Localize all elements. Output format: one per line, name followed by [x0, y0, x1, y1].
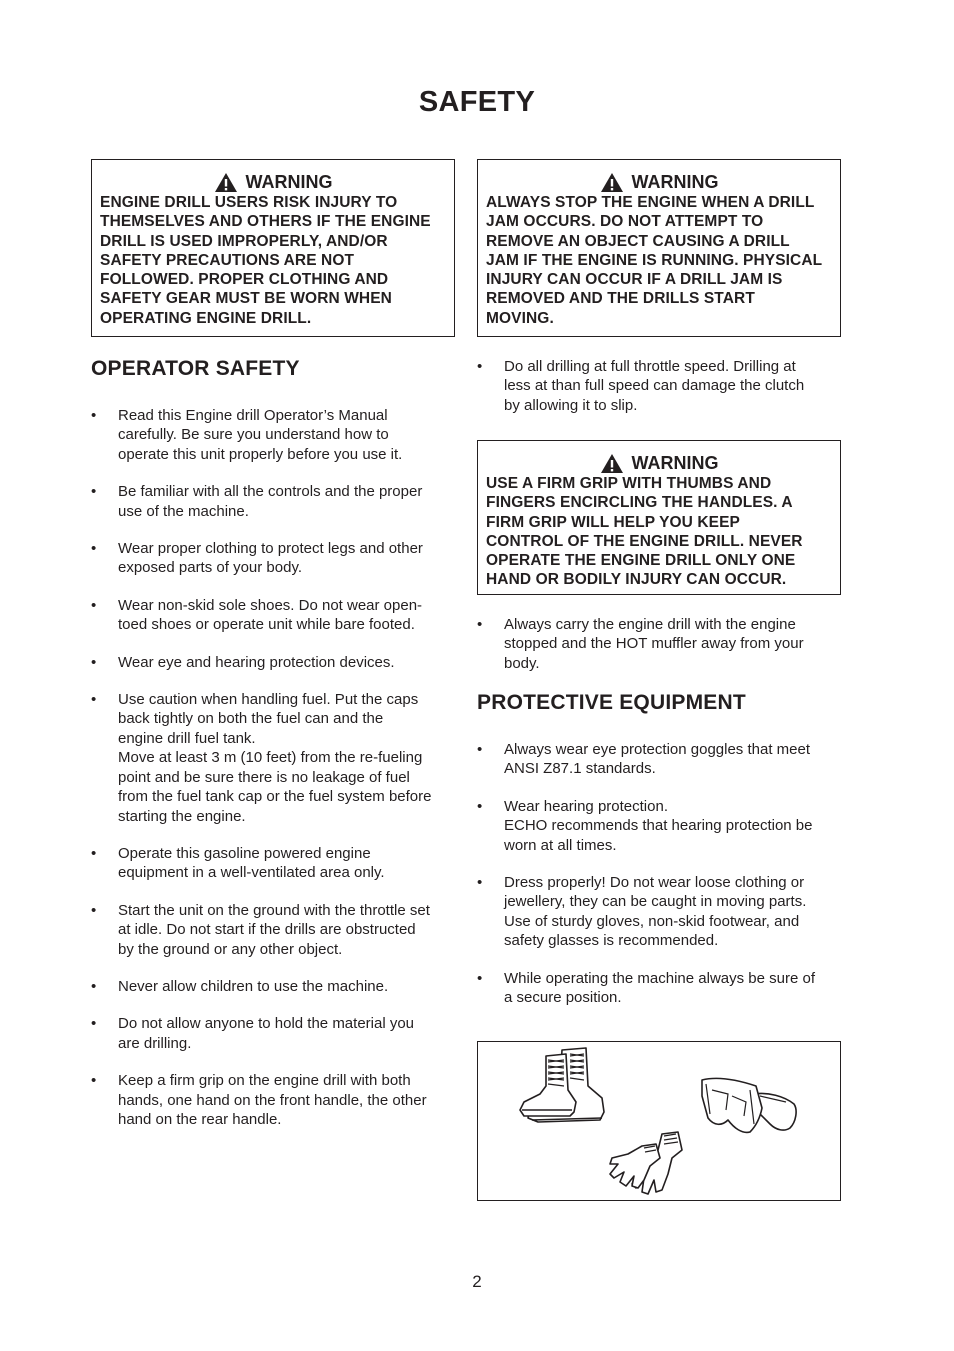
- warning-label: WARNING: [245, 171, 333, 192]
- page-title: SAFETY: [418, 86, 536, 118]
- list-item: • Be familiar with all the controls and the proper use of the machine.: [91, 483, 423, 520]
- warning-triangle-icon: [600, 172, 624, 193]
- list-item: • Do all drilling at full throttle speed. Drilling at less at than full speed can damage the clutch by allowing it to slip.: [477, 358, 805, 414]
- warning-line: ALWAYS STOP THE ENGINE WHEN A DRILL: [486, 194, 815, 211]
- gloves-icon: [606, 1128, 686, 1198]
- warning-text: [486, 474, 832, 590]
- warning-box-2: [477, 159, 841, 337]
- warning-line: REMOVE AN OBJECT CAUSING A DRILL: [486, 232, 790, 250]
- list-item: • Keep a firm grip on the engine drill with both hands, one hand on the front handle, the other hand on the rear handle.: [91, 1072, 427, 1128]
- list-item: • Always carry the engine drill with the engine stopped and the HOT muffler away from your body.: [477, 616, 804, 672]
- drilling-speed-list: [477, 357, 847, 415]
- warning-line: INJURY CAN OCCUR IF A DRILL JAM IS: [486, 271, 783, 289]
- list-item: • Always wear eye protection goggles that meet ANSI Z87.1 standards.: [477, 741, 810, 778]
- warning-line: FOLLOWED. PROPER CLOTHING AND: [100, 271, 389, 289]
- warning-label: WARNING: [631, 171, 719, 192]
- warning-line: JAM OCCURS. DO NOT ATTEMPT TO: [486, 213, 764, 231]
- list-item: • Dress properly! Do not wear loose clothing or jewellery, they can be caught in moving parts. Use of sturdy gloves, non-skid footwear, and safety glasses is recommended.: [477, 874, 807, 950]
- operator-safety-heading: OPERATOR SAFETY: [91, 357, 300, 380]
- warning-text: [486, 193, 832, 328]
- warning-triangle-icon: [600, 453, 624, 474]
- warning-box-1: [91, 159, 455, 337]
- protective-gear-illustration: [477, 1041, 841, 1201]
- warning-header: [100, 171, 446, 193]
- list-item: • Operate this gasoline powered engine equipment in a well-ventilated area only.: [91, 844, 385, 882]
- boots-icon: [518, 1046, 610, 1126]
- list-item: • Start the unit on the ground with the throttle set at idle. Do not start if the drills are obstructed by the ground or any other object.: [91, 901, 430, 958]
- warning-line: REMOVED AND THE DRILLS START: [486, 290, 755, 308]
- list-item: • Wear proper clothing to protect legs and other exposed parts of your body.: [91, 540, 423, 577]
- warning-header: [486, 452, 832, 474]
- list-item: • Never allow children to use the machine.: [91, 977, 389, 995]
- warning-line: OPERATING ENGINE DRILL.: [100, 309, 312, 327]
- warning-triangle-icon: [214, 172, 238, 193]
- warning-line: JAM IF THE ENGINE IS RUNNING. PHYSICAL: [486, 251, 823, 269]
- list-item: • Wear non-skid sole shoes. Do not wear open- toed shoes or operate unit while bare footed.: [91, 596, 423, 634]
- warning-header: [486, 171, 832, 193]
- warning-line: OPERATE THE ENGINE DRILL ONLY ONE: [486, 552, 796, 570]
- warning-line: CONTROL OF THE ENGINE DRILL. NEVER: [486, 532, 803, 550]
- warning-line: SAFETY GEAR MUST BE WORN WHEN: [100, 290, 392, 308]
- list-item: • Wear eye and hearing protection devices.: [91, 653, 395, 671]
- list-item: • Use caution when handling fuel. Put the caps back tightly on both the fuel can and the engine drill fuel tank. Move at least 3 m (10 feet) from the re-fueling point and be sure there is no leakage of fuel from the fuel tank cap or the fuel system before starting the engine.: [91, 691, 432, 825]
- protective-equipment-heading: PROTECTIVE EQUIPMENT: [477, 691, 746, 714]
- list-item: • Read this Engine drill Operator’s Manual carefully. Be sure you understand how to operate this unit properly before you use it.: [91, 407, 403, 463]
- warning-line: HAND OR BODILY INJURY CAN OCCUR.: [486, 571, 787, 589]
- warning-line: FINGERS ENCIRCLING THE HANDLES. A: [486, 494, 793, 512]
- list-item: • While operating the machine always be sure of a secure position.: [477, 969, 816, 1007]
- goggles-icon: [698, 1072, 802, 1142]
- warning-text: [100, 193, 446, 328]
- warning-line: THEMSELVES AND OTHERS IF THE ENGINE: [100, 213, 431, 231]
- warning-line: DRILL IS USED IMPROPERLY, AND/OR: [100, 232, 388, 250]
- warning-line: MOVING.: [486, 309, 554, 327]
- warning-line: USE A FIRM GRIP WITH THUMBS AND: [486, 475, 772, 492]
- protective-equipment-list: [477, 740, 849, 1007]
- warning-line: ENGINE DRILL USERS RISK INJURY TO: [100, 194, 398, 211]
- warning-line: SAFETY PRECAUTIONS ARE NOT: [100, 251, 355, 269]
- warning-box-3: [477, 440, 841, 595]
- list-item: • Wear hearing protection. ECHO recommends that hearing protection be worn at all times.: [477, 797, 813, 854]
- page-number: 2: [472, 1272, 482, 1291]
- list-item: • Do not allow anyone to hold the material you are drilling.: [91, 1015, 415, 1052]
- warning-line: FIRM GRIP WILL HELP YOU KEEP: [486, 513, 740, 531]
- carry-drill-list: [477, 615, 847, 673]
- warning-label: WARNING: [631, 452, 719, 473]
- operator-safety-list: [91, 406, 461, 1129]
